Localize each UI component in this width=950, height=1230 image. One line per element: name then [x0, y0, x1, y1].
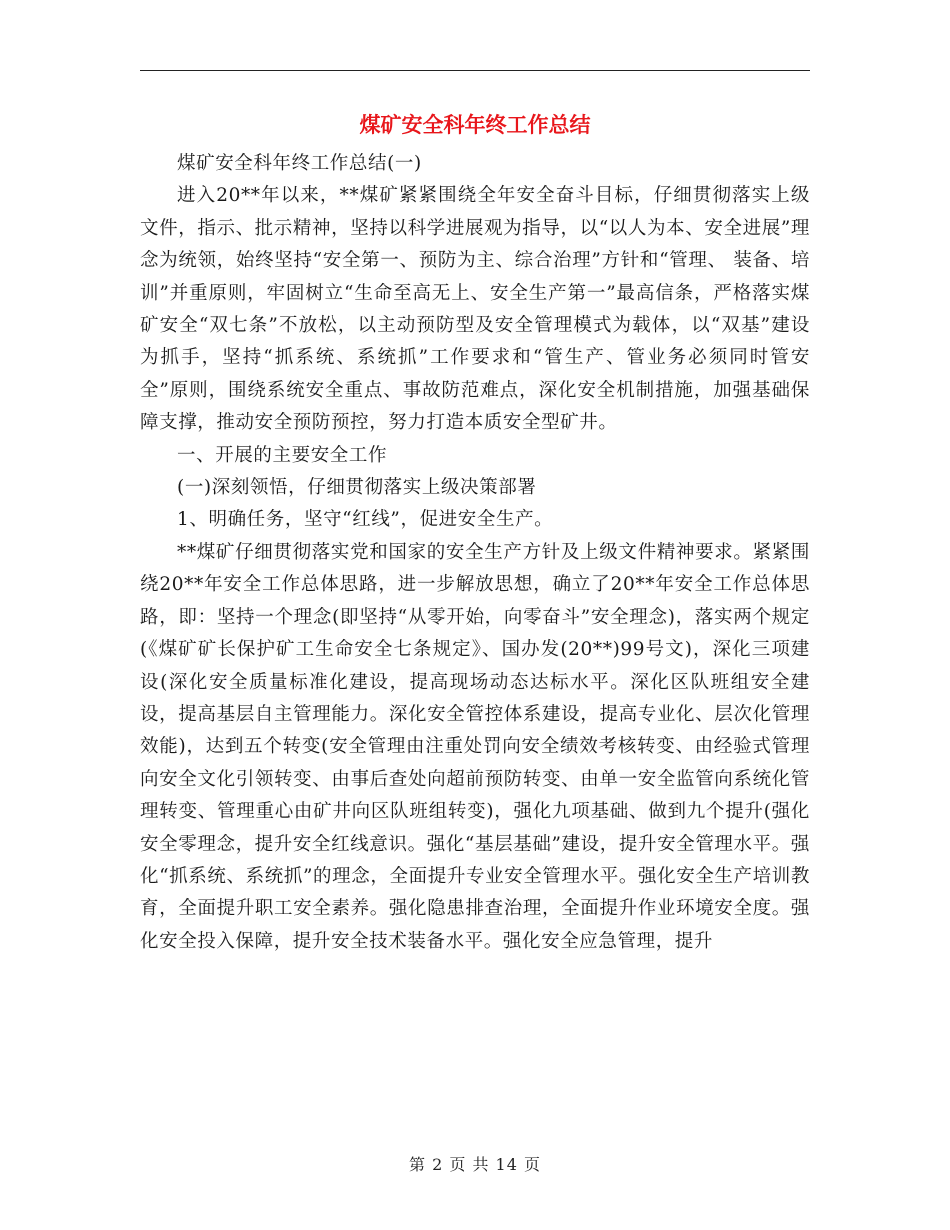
subsection-heading: (一)深刻领悟，仔细贯彻落实上级决策部署 [177, 477, 537, 499]
header-rule [140, 70, 810, 71]
paragraph-body: **煤矿仔细贯彻落实党和国家的安全生产方针及上级文件精神要求。紧紧围绕20**年安全工作总体思路，进一步解放思想，确立了20**年安全工作总体思路，即：坚持一个理念(即坚持“从零开始，向零奋斗”安全理念)，落实两个规定(《煤矿矿长保护矿工生命安全七条规定》、国办发(20**)99号文)，深化三项建设(深化安全质量标准化建设，提高现场动态达标水平。深化区队班组安全建设，提高基层自主管理能力。深化安全管控体系建设，提高专业化、层次化管理效能)，达到五个转变(安全管理由注重处罚向安全绩效考核转变、由经验式管理向安全文化引领转变、由事后查处向超前预防转变、由单一安全监管向系统化管理转变、管理重心由矿井向区队班组转变)，强化九项基础、做到九个提升(强化安全零理念，提升安全红线意识。强化“基层基础”建设，提升安全管理水平。强化“抓系统、系统抓”的理念，全面提升专业安全管理水平。强化安全生产培训教育，全面提升职工安全素养。强化隐患排查治理，全面提升作业环境安全度。强化安全投入保障，提升安全技术装备水平。强化安全应急管理，提升 [140, 541, 810, 952]
page-number: 第 2 页 共 14 页 [409, 1155, 541, 1174]
document-title: 煤矿安全科年终工作总结 [359, 112, 591, 137]
section-heading: 一、开展的主要安全工作 [177, 444, 388, 466]
paragraph-intro: 进入20**年以来，**煤矿紧紧围绕全年安全奋斗目标，仔细贯彻落实上级文件，指示、批示精神，坚持以科学进展观为指导，以“以人为本、安全进展”理念为统领，始终坚持“安全第一、预防为主、综合治理”方针和“管理、 装备、培训”并重原则，牢固树立“生命至高无上、安全生产第一”最高信条，严格落实煤矿安全“双七条”不放松，以主动预防型及安全管理模式为载体，以“双基”建设为抓手，坚持“抓系统、系统抓”工作要求和“管生产、管业务必须同时管安全”原则，围绕系统安全重点、事故防范难点，深化安全机制措施，加强基础保障支撑，推动安全预防预控，努力打造本质安全型矿井。 [140, 185, 810, 434]
item-heading: 1、明确任务，坚守“红线”，促进安全生产。 [177, 509, 554, 531]
paragraph-subtitle: 煤矿安全科年终工作总结(一) [177, 153, 422, 174]
document-body [140, 148, 810, 958]
